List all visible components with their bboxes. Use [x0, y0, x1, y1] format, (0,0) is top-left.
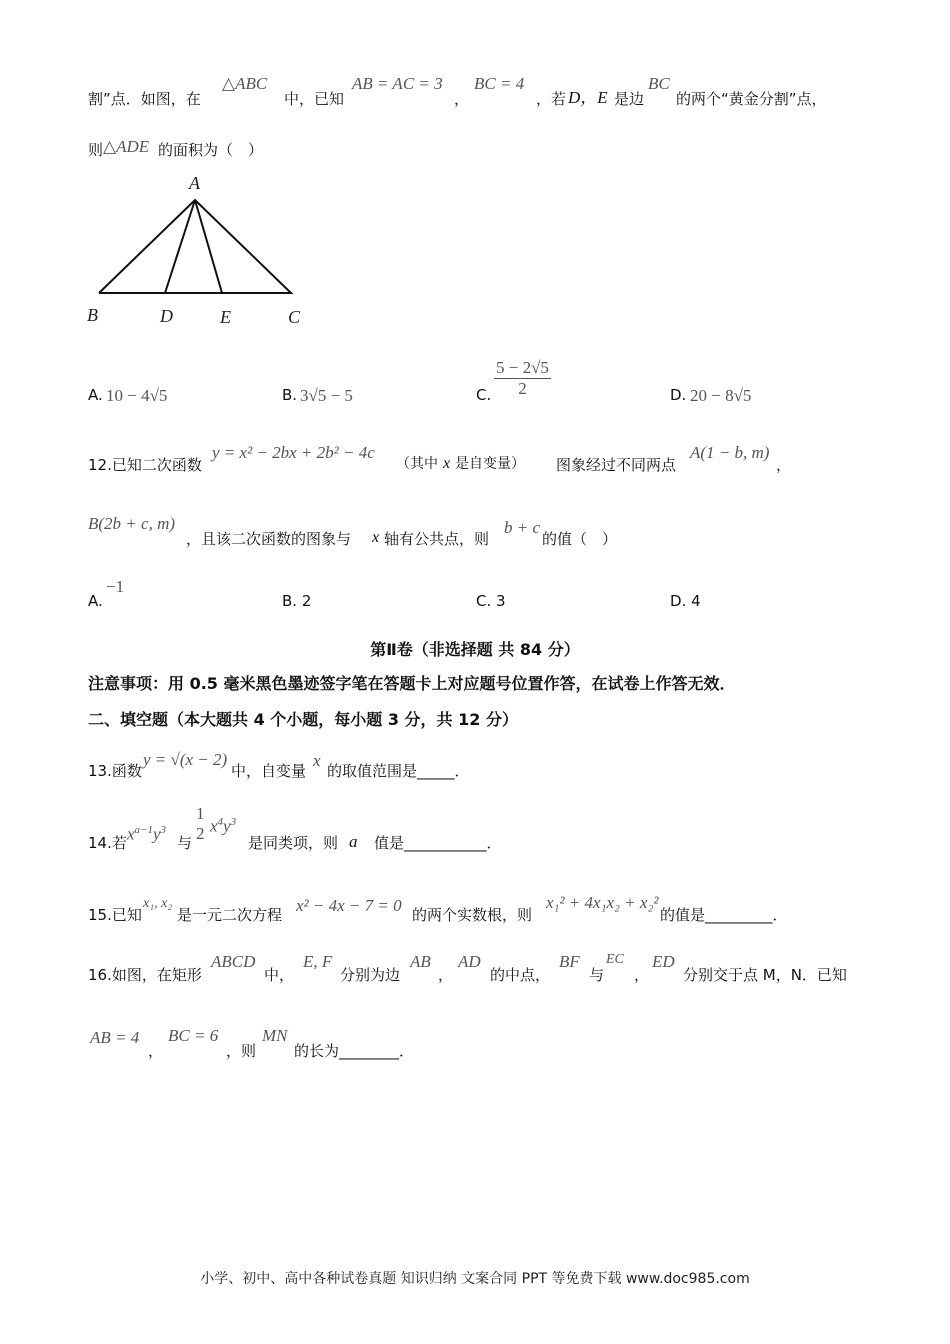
q14-tail: 值是___________．: [374, 834, 502, 852]
q15-expression: x₁² + 4x₁x₂ + x₂²: [546, 893, 659, 912]
q14-term2-y-exp: 3: [230, 816, 237, 828]
q12-line2-tail: 的值（ ）: [542, 530, 618, 548]
q16-abcd: ABCD: [211, 952, 256, 971]
q11-bc-eq: BC = 4: [474, 74, 525, 93]
q16-ze: ，则: [226, 1042, 257, 1060]
label-a: A: [189, 173, 200, 193]
q16-ad: AD: [458, 952, 481, 971]
q14-prefix: 14.若: [88, 834, 127, 852]
q11-line1-tail: 的两个“黄金分割”点，: [676, 90, 827, 108]
q11-line1-prefix: 割”点．如图，在: [88, 90, 201, 108]
q13-x: x: [313, 751, 321, 770]
q12-option-a-value: −1: [106, 577, 125, 596]
q12-option-d: D. 4: [670, 592, 701, 610]
q11-option-d-label: D.: [670, 386, 687, 404]
q12-paren-post: 是自变量）: [455, 456, 525, 472]
q12-comma: ，: [776, 456, 792, 474]
q13-tail: 的取值范围是_____．: [327, 762, 470, 780]
q16-mn: MN: [262, 1026, 288, 1045]
q14-mid: 是同类项，则: [248, 834, 339, 852]
q16-bf: BF: [559, 952, 580, 971]
q14-half-denominator: 2: [196, 824, 205, 844]
q12-option-c: C. 3: [476, 592, 506, 610]
q11-option-d-value: 20 − 8√5: [690, 386, 752, 405]
q12-line2-b: 轴有公共点，则: [384, 530, 490, 548]
q16-prefix: 16.如图，在矩形: [88, 966, 202, 984]
q11-shi-bian: 是边: [614, 90, 645, 108]
q11-mid-text: 中，已知: [284, 90, 345, 108]
q16-ef: E, F: [303, 952, 333, 971]
q14-term2-y: y: [223, 816, 231, 836]
q12-option-b: B. 2: [282, 592, 312, 610]
q16-yu: 与: [589, 966, 605, 984]
q14-half-numerator: 1: [196, 804, 205, 823]
q15-mid2: 的两个实数根，则: [412, 906, 533, 924]
q13-function: y = √(x − 2): [143, 750, 228, 769]
q16-comma3: ，: [148, 1042, 164, 1060]
q16-ab-eq: AB = 4: [90, 1028, 140, 1047]
q11-points-de: D，E: [568, 88, 608, 107]
q16-mid: 分别为边: [340, 966, 401, 984]
q12-prefix: 12.已知二次函数: [88, 456, 202, 474]
q11-option-b-value: 3√5 − 5: [300, 386, 353, 405]
q16-midpoint: 的中点，: [490, 966, 551, 984]
q15-tail: 的值是_________．: [660, 906, 788, 924]
q14-yu: 与: [177, 834, 193, 852]
q16-comma2: ，: [634, 966, 650, 984]
part2-heading: 二、填空题（本大题共 4 个小题，每小题 3 分，共 12 分）: [88, 710, 518, 729]
q14-term1-y-exp: 3: [160, 824, 167, 836]
q12-b-plus-c: b + c: [504, 518, 541, 537]
q14-term1-x: x: [127, 824, 135, 844]
q16-bc-eq: BC = 6: [168, 1026, 219, 1045]
q12-line2-text: ，且该二次函数的图象与: [186, 530, 352, 548]
q11-option-a-label: A.: [88, 386, 103, 404]
q15-prefix: 15.已知: [88, 906, 142, 924]
q16-ec: EC: [606, 952, 624, 967]
q14-term2-x: x: [210, 816, 218, 836]
q16-tail2: 的长为________．: [294, 1042, 415, 1060]
q11-option-c-value: [494, 358, 551, 400]
q11-line2-prefix: 则: [88, 141, 104, 159]
q12-x-axis-var: x: [372, 529, 380, 546]
q12-paren-pre: （其中: [396, 456, 438, 472]
q12-point-a: A(1 − b, m): [690, 443, 770, 462]
q11-triangle-ade: △ADE: [103, 137, 150, 156]
section2-notice: 注意事项：用 0.5 毫米黑色墨迹签字笔在答题卡上对应题号位置作答，在试卷上作答无效．: [88, 674, 736, 693]
q12-function: y = x² − 2bx + 2b² − 4c: [212, 443, 375, 462]
q13-mid: 中，自变量: [231, 762, 307, 780]
q14-term1-x-exp: a−1: [134, 824, 153, 836]
q16-ed: ED: [652, 952, 675, 971]
triangle-abc-outline: [99, 200, 291, 293]
q11-bc: BC: [648, 74, 670, 93]
q13-prefix: 13.函数: [88, 762, 142, 780]
q15-mid: 是一元二次方程: [177, 906, 283, 924]
q11-option-c-label: C.: [476, 386, 492, 404]
q11-comma: ，: [454, 90, 470, 108]
q16-tail: 分别交于点 M，N．已知: [683, 966, 847, 984]
q16-zhong: 中，: [264, 966, 295, 984]
triangle-figure: [80, 168, 320, 333]
q11-line2-tail: 的面积为（ ）: [158, 141, 264, 159]
q15-roots: x₁, x₂: [143, 896, 173, 911]
q14-term2: [210, 816, 236, 837]
q15-equation: x² − 4x − 7 = 0: [296, 896, 402, 915]
label-b: B: [87, 305, 98, 325]
q14-a-var: a: [349, 832, 358, 851]
q11-option-a-value: 10 − 4√5: [106, 386, 168, 405]
q16-ab: AB: [410, 952, 431, 971]
q11-option-b-label: B.: [282, 386, 298, 404]
q14-term1-y: y: [152, 824, 161, 844]
q11-ruo: ，若: [536, 90, 567, 108]
q12-mid-text: 图象经过不同两点: [556, 456, 677, 474]
q14-term1: [127, 824, 166, 845]
q11-option-c-denominator: 2: [518, 379, 527, 399]
label-e: E: [220, 307, 231, 327]
q16-comma1: ，: [438, 966, 454, 984]
q11-ab-ac-eq: AB = AC = 3: [352, 74, 443, 93]
q12-option-a-label: A.: [88, 592, 103, 610]
q14-term2-x-exp: 4: [217, 816, 224, 828]
q11-option-c-numerator: 5 − 2√5: [494, 358, 551, 379]
q12-x-var: x: [443, 455, 451, 472]
q14-half-fraction: [194, 804, 207, 845]
page-footer: 小学、初中、高中各种试卷真题 知识归纳 文案合同 PPT 等免费下载 www.doc985.com: [200, 1271, 750, 1287]
label-c: C: [288, 307, 301, 327]
q12-point-b: B(2b + c, m): [88, 514, 176, 533]
section2-title: 第Ⅱ卷（非选择题 共 84 分）: [370, 640, 580, 659]
q11-triangle-abc: △ABC: [222, 74, 268, 93]
label-d: D: [160, 306, 173, 326]
